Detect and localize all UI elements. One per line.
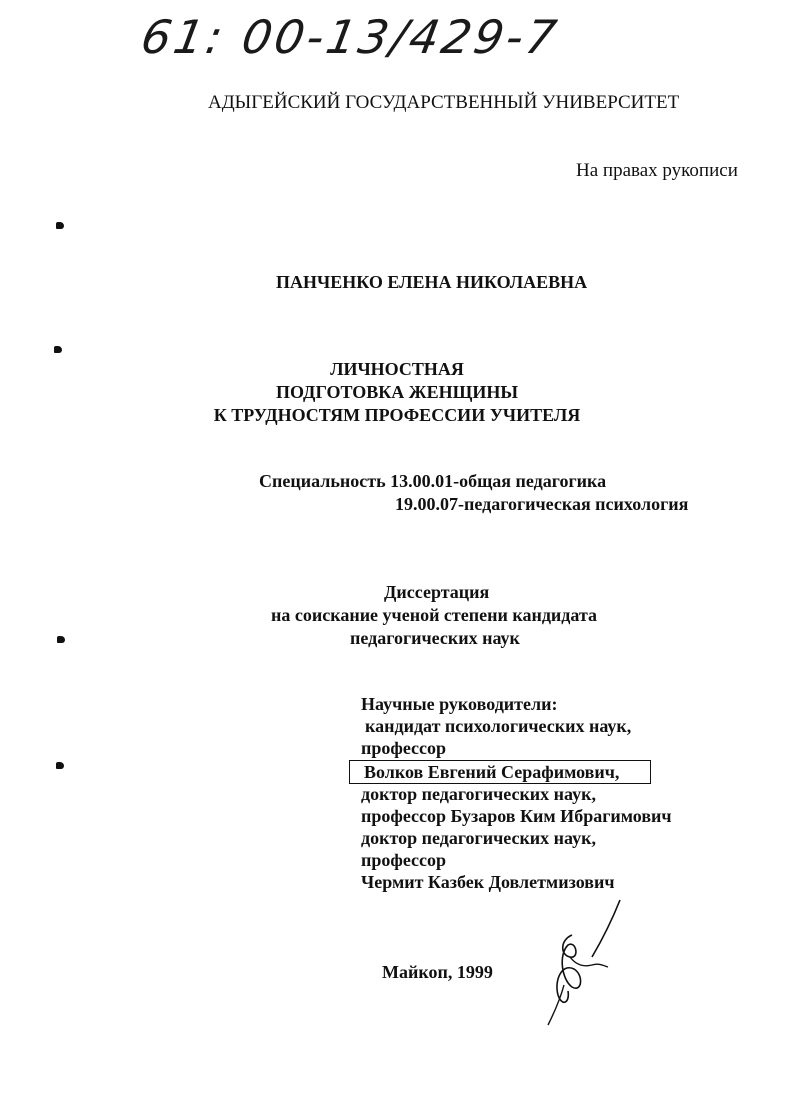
advisor-line: профессор Бузаров Ким Ибрагимович bbox=[361, 806, 672, 826]
dissertation-line-1: Диссертация bbox=[384, 582, 490, 602]
dissertation-line-3: педагогических наук bbox=[350, 628, 520, 648]
advisor-line: доктор педагогических наук, bbox=[361, 828, 597, 848]
advisor-line: Чермит Казбек Довлетмизович bbox=[361, 872, 615, 892]
margin-mark bbox=[56, 222, 64, 229]
title-line-1: ЛИЧНОСТНАЯ bbox=[330, 359, 464, 379]
margin-mark bbox=[57, 636, 65, 643]
signature-icon bbox=[540, 895, 630, 1030]
specialty-line-2: 19.00.07-педагогическая психология bbox=[395, 494, 689, 514]
title-line-2: ПОДГОТОВКА ЖЕНЩИНЫ bbox=[275, 382, 519, 402]
rights-note: На правах рукописи bbox=[576, 160, 738, 181]
advisor-line: профессор bbox=[361, 738, 447, 758]
advisor-name-boxed: Волков Евгений Серафимович, bbox=[349, 760, 651, 784]
advisors-heading: Научные руководители: bbox=[361, 694, 558, 714]
dissertation-line-2: на соискание ученой степени кандидата bbox=[271, 605, 598, 625]
specialty-line-1: Специальность 13.00.01-общая педагогика bbox=[259, 471, 607, 491]
author-name: ПАНЧЕНКО ЕЛЕНА НИКОЛАЕВНА bbox=[276, 272, 588, 292]
archive-code: 61: 00-13/429-7 bbox=[137, 10, 564, 64]
margin-mark bbox=[54, 346, 62, 353]
advisor-line: кандидат психологических наук, bbox=[365, 716, 632, 736]
university-name: АДЫГЕЙСКИЙ ГОСУДАРСТВЕННЫЙ УНИВЕРСИТЕТ bbox=[208, 92, 680, 113]
advisor-line: профессор bbox=[361, 850, 447, 870]
margin-mark bbox=[56, 762, 64, 769]
title-line-3: К ТРУДНОСТЯМ ПРОФЕССИИ УЧИТЕЛЯ bbox=[213, 405, 581, 425]
advisor-line: доктор педагогических наук, bbox=[361, 784, 597, 804]
place-year: Майкоп, 1999 bbox=[382, 962, 493, 982]
